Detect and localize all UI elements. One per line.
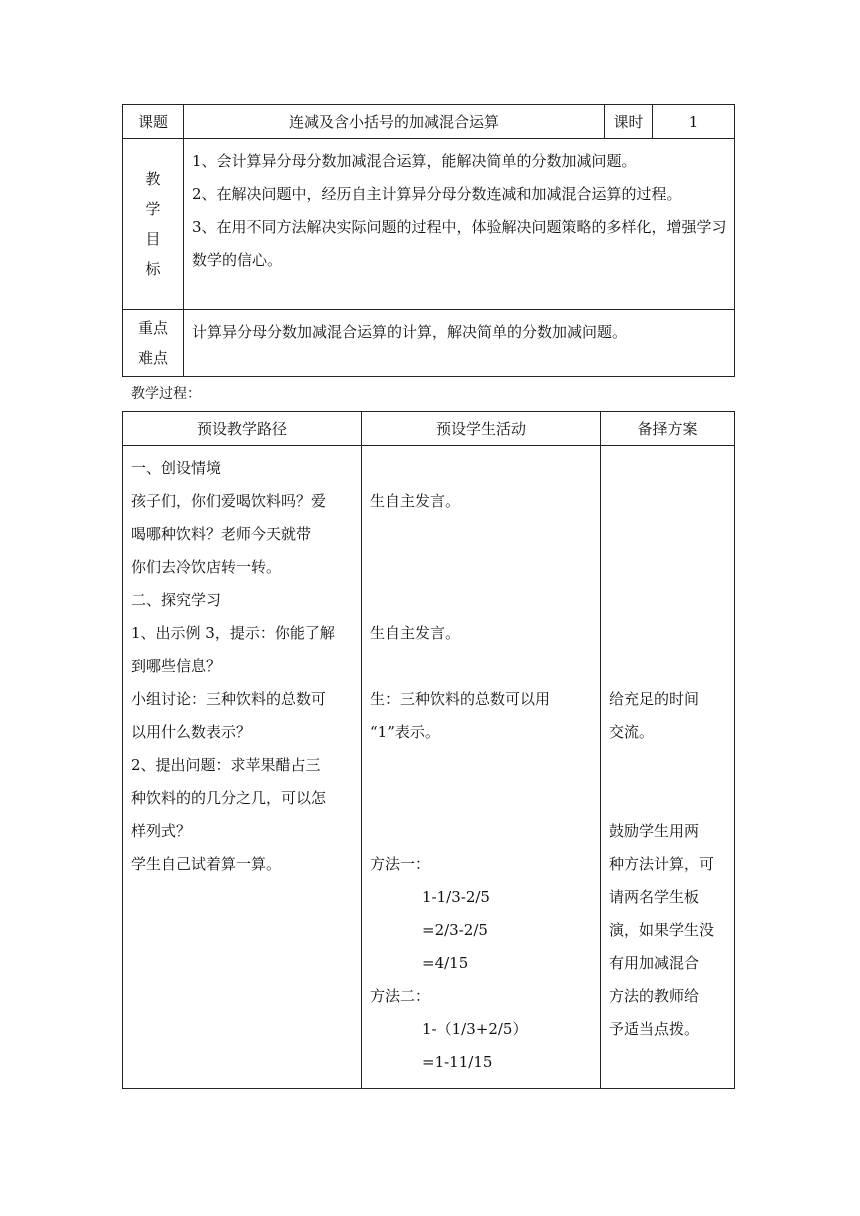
header-alternative: 备择方案 — [601, 412, 735, 446]
student-activity-cell — [362, 446, 601, 1089]
alt-note-line: 演，如果学生没 — [609, 921, 715, 939]
teacher-path-cell — [123, 446, 362, 1089]
key-content: 计算异分母分数加减混合运算的计算，解决简单的分数加减问题。 — [184, 310, 735, 377]
goal-item: 3、在用不同方法解决实际问题的过程中，体验解决问题策略的多样化，增强学习数学的信心。 — [192, 218, 727, 269]
goal-item: 2、在解决问题中，经历自主计算异分母分数连减和加减混合运算的过程。 — [192, 185, 682, 203]
teacher-line: 你们去冷饮店转一转。 — [131, 558, 282, 576]
method1-step: 1-1/3-2/5 — [422, 888, 490, 906]
alt-note-line: 鼓励学生用两 — [609, 822, 700, 840]
key-label-line: 重点 — [137, 319, 168, 337]
student-answer: “1”表示。 — [370, 723, 440, 741]
method1-step: =2/3-2/5 — [422, 921, 488, 939]
alt-note-line: 种方法计算，可 — [609, 855, 715, 873]
teacher-line: 孩子们，你们爱喝饮料吗？爱 — [131, 492, 327, 510]
teacher-line: 到哪些信息？ — [131, 657, 222, 675]
student-speak: 生自主发言。 — [370, 624, 461, 642]
teacher-line: 一、创设情境 — [131, 459, 222, 477]
goals-label-char: 教 — [145, 170, 161, 188]
method2-label: 方法二： — [370, 987, 431, 1005]
goal-item: 1、会计算异分母分数加减混合运算，能解决简单的分数加减问题。 — [192, 152, 637, 170]
alternative-cell — [601, 446, 735, 1089]
teacher-line: 种饮料的的几分之几，可以怎 — [131, 789, 327, 807]
process-caption: 教学过程： — [131, 386, 201, 402]
teaching-process-table — [122, 411, 735, 1089]
alt-note-line: 给充足的时间 — [609, 690, 700, 708]
header-teacher-path: 预设教学路径 — [123, 412, 362, 446]
alt-note-line: 方法的教师给 — [609, 987, 700, 1005]
alt-note-line: 交流。 — [609, 723, 655, 741]
teacher-line: 小组讨论：三种饮料的总数可 — [131, 690, 327, 708]
student-speak: 生自主发言。 — [370, 492, 461, 510]
key-label — [123, 310, 184, 377]
goals-label-char: 标 — [145, 260, 161, 278]
lesson-info-table — [122, 104, 735, 377]
method1-step: =4/15 — [422, 954, 469, 972]
method2-step: 1-（1/3+2/5） — [422, 1020, 528, 1038]
teacher-line: 1、出示例 3，提示：你能了解 — [131, 624, 335, 642]
goals-content — [184, 139, 735, 310]
header-student-activity: 预设学生活动 — [362, 412, 601, 446]
method2-step: =1-11/15 — [422, 1053, 493, 1071]
teacher-line: 2、提出问题：求苹果醋占三 — [131, 756, 321, 774]
student-answer: 生：三种饮料的总数可以用 — [370, 690, 551, 708]
goals-label — [123, 139, 184, 310]
teacher-line: 学生自己试着算一算。 — [131, 855, 282, 873]
alt-note-line: 予适当点拨。 — [609, 1020, 700, 1038]
teacher-line: 以用什么数表示？ — [131, 723, 252, 741]
teacher-line: 喝哪种饮料？老师今天就带 — [131, 525, 312, 543]
topic-label: 课题 — [123, 105, 184, 139]
key-label-line: 难点 — [137, 349, 168, 367]
teacher-line: 样列式？ — [131, 822, 192, 840]
method1-label: 方法一： — [370, 855, 431, 873]
topic-value: 连减及含小括号的加减混合运算 — [184, 105, 605, 139]
alt-note-line: 请两名学生板 — [609, 888, 700, 906]
teacher-line: 二、探究学习 — [131, 591, 222, 609]
alt-note-line: 有用加减混合 — [609, 954, 700, 972]
goals-label-char: 学 — [145, 200, 161, 218]
period-value: 1 — [653, 105, 735, 139]
goals-label-char: 目 — [145, 230, 161, 248]
period-label: 课时 — [605, 105, 653, 139]
